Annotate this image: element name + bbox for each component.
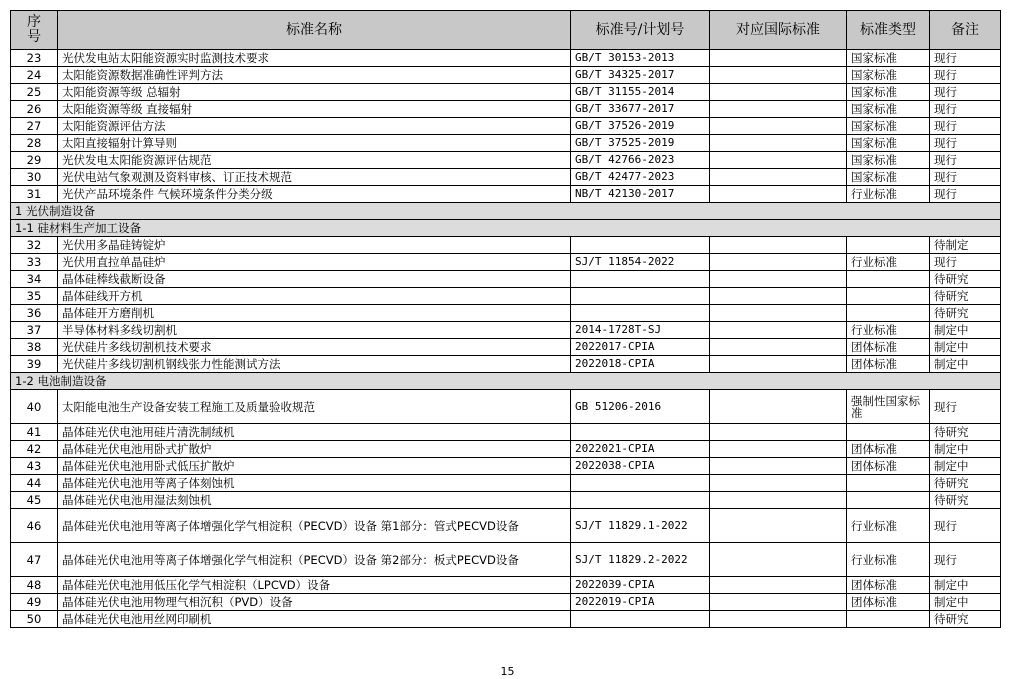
cell-international-standard bbox=[710, 254, 847, 271]
table-row bbox=[11, 594, 1001, 611]
cell-standard-type: 国家标准 bbox=[847, 152, 930, 169]
cell-remarks: 待研究 bbox=[930, 475, 1001, 492]
cell-standard-code: SJ/T 11854-2022 bbox=[571, 254, 710, 271]
table-row bbox=[11, 237, 1001, 254]
cell-standard-name: 光伏硅片多线切割机技术要求 bbox=[58, 339, 571, 356]
cell-standard-type bbox=[847, 424, 930, 441]
cell-serial-no: 23 bbox=[11, 50, 58, 67]
cell-international-standard bbox=[710, 84, 847, 101]
cell-standard-code: 2022038-CPIA bbox=[571, 458, 710, 475]
cell-remarks: 制定中 bbox=[930, 339, 1001, 356]
header-serial-no: 序 号 bbox=[11, 11, 58, 50]
header-international-standard: 对应国际标准 bbox=[710, 11, 847, 50]
cell-international-standard bbox=[710, 356, 847, 373]
cell-standard-type: 国家标准 bbox=[847, 118, 930, 135]
cell-international-standard bbox=[710, 271, 847, 288]
cell-standard-name: 光伏电站气象观测及资料审核、订正技术规范 bbox=[58, 169, 571, 186]
cell-standard-type: 国家标准 bbox=[847, 169, 930, 186]
cell-serial-no: 37 bbox=[11, 322, 58, 339]
cell-standard-code: 2022039-CPIA bbox=[571, 577, 710, 594]
cell-standard-name: 晶体硅开方磨削机 bbox=[58, 305, 571, 322]
cell-standard-code: GB/T 37525-2019 bbox=[571, 135, 710, 152]
table-row bbox=[11, 271, 1001, 288]
table-row bbox=[11, 390, 1001, 424]
table-row bbox=[11, 67, 1001, 84]
table-row bbox=[11, 475, 1001, 492]
table-row bbox=[11, 322, 1001, 339]
cell-standard-type bbox=[847, 305, 930, 322]
cell-serial-no: 30 bbox=[11, 169, 58, 186]
cell-serial-no: 33 bbox=[11, 254, 58, 271]
cell-serial-no: 46 bbox=[11, 509, 58, 543]
cell-standard-type bbox=[847, 237, 930, 254]
cell-remarks: 现行 bbox=[930, 67, 1001, 84]
cell-remarks: 待研究 bbox=[930, 611, 1001, 628]
cell-serial-no: 47 bbox=[11, 543, 58, 577]
cell-standard-type: 团体标准 bbox=[847, 441, 930, 458]
cell-international-standard bbox=[710, 322, 847, 339]
cell-standard-name: 光伏用多晶硅铸锭炉 bbox=[58, 237, 571, 254]
cell-standard-type: 行业标准 bbox=[847, 543, 930, 577]
cell-remarks: 制定中 bbox=[930, 356, 1001, 373]
cell-standard-code bbox=[571, 475, 710, 492]
cell-standard-code bbox=[571, 288, 710, 305]
cell-standard-code bbox=[571, 424, 710, 441]
cell-standard-code bbox=[571, 305, 710, 322]
section-title: 1-1 硅材料生产加工设备 bbox=[11, 220, 1001, 237]
cell-remarks: 现行 bbox=[930, 186, 1001, 203]
cell-international-standard bbox=[710, 288, 847, 305]
cell-international-standard bbox=[710, 594, 847, 611]
table-row bbox=[11, 577, 1001, 594]
cell-remarks: 现行 bbox=[930, 543, 1001, 577]
cell-international-standard bbox=[710, 118, 847, 135]
cell-serial-no: 41 bbox=[11, 424, 58, 441]
table-header-row bbox=[11, 11, 1001, 50]
cell-standard-type bbox=[847, 492, 930, 509]
cell-serial-no: 28 bbox=[11, 135, 58, 152]
cell-remarks: 现行 bbox=[930, 101, 1001, 118]
cell-standard-name: 晶体硅光伏电池用硅片清洗制绒机 bbox=[58, 424, 571, 441]
cell-international-standard bbox=[710, 186, 847, 203]
cell-standard-type: 团体标准 bbox=[847, 577, 930, 594]
cell-serial-no: 31 bbox=[11, 186, 58, 203]
cell-standard-name: 晶体硅棒线截断设备 bbox=[58, 271, 571, 288]
cell-serial-no: 48 bbox=[11, 577, 58, 594]
cell-remarks: 待研究 bbox=[930, 492, 1001, 509]
cell-standard-code: GB/T 30153-2013 bbox=[571, 50, 710, 67]
cell-serial-no: 42 bbox=[11, 441, 58, 458]
table-row bbox=[11, 458, 1001, 475]
cell-standard-name: 半导体材料多线切割机 bbox=[58, 322, 571, 339]
cell-standard-type: 国家标准 bbox=[847, 101, 930, 118]
table-row bbox=[11, 509, 1001, 543]
cell-international-standard bbox=[710, 169, 847, 186]
cell-standard-type: 行业标准 bbox=[847, 322, 930, 339]
cell-standard-code: 2022021-CPIA bbox=[571, 441, 710, 458]
cell-remarks: 待研究 bbox=[930, 305, 1001, 322]
cell-standard-code: GB/T 33677-2017 bbox=[571, 101, 710, 118]
cell-serial-no: 44 bbox=[11, 475, 58, 492]
cell-standard-name: 光伏产品环境条件 气候环境条件分类分级 bbox=[58, 186, 571, 203]
cell-standard-name: 太阳能资源评估方法 bbox=[58, 118, 571, 135]
section-title: 1 光伏制造设备 bbox=[11, 203, 1001, 220]
cell-international-standard bbox=[710, 390, 847, 424]
cell-standard-type: 国家标准 bbox=[847, 84, 930, 101]
page-number: 15 bbox=[500, 665, 515, 678]
cell-standard-name: 光伏发电太阳能资源评估规范 bbox=[58, 152, 571, 169]
cell-serial-no: 27 bbox=[11, 118, 58, 135]
cell-standard-type bbox=[847, 475, 930, 492]
cell-serial-no: 35 bbox=[11, 288, 58, 305]
cell-international-standard bbox=[710, 424, 847, 441]
cell-remarks: 制定中 bbox=[930, 458, 1001, 475]
table-row bbox=[11, 169, 1001, 186]
cell-standard-type: 团体标准 bbox=[847, 356, 930, 373]
cell-standard-name: 晶体硅光伏电池用低压化学气相淀积（LPCVD）设备 bbox=[58, 577, 571, 594]
cell-standard-type bbox=[847, 288, 930, 305]
table-row bbox=[11, 611, 1001, 628]
cell-standard-code: NB/T 42130-2017 bbox=[571, 186, 710, 203]
cell-standard-type bbox=[847, 611, 930, 628]
cell-remarks: 待研究 bbox=[930, 424, 1001, 441]
cell-standard-code bbox=[571, 611, 710, 628]
table-row bbox=[11, 288, 1001, 305]
cell-international-standard bbox=[710, 492, 847, 509]
cell-standard-code: GB 51206-2016 bbox=[571, 390, 710, 424]
cell-standard-code: 2014-1728T-SJ bbox=[571, 322, 710, 339]
cell-standard-name: 光伏硅片多线切割机钢线张力性能测试方法 bbox=[58, 356, 571, 373]
cell-standard-name: 光伏发电站太阳能资源实时监测技术要求 bbox=[58, 50, 571, 67]
section-row bbox=[11, 220, 1001, 237]
cell-serial-no: 24 bbox=[11, 67, 58, 84]
cell-standard-name: 太阳直接辐射计算导则 bbox=[58, 135, 571, 152]
cell-remarks: 现行 bbox=[930, 152, 1001, 169]
table-row bbox=[11, 424, 1001, 441]
standards-table bbox=[10, 10, 1001, 628]
table-row bbox=[11, 50, 1001, 67]
cell-standard-code: SJ/T 11829.2-2022 bbox=[571, 543, 710, 577]
cell-international-standard bbox=[710, 577, 847, 594]
cell-remarks: 现行 bbox=[930, 169, 1001, 186]
table-row bbox=[11, 492, 1001, 509]
cell-standard-type: 国家标准 bbox=[847, 135, 930, 152]
cell-remarks: 制定中 bbox=[930, 322, 1001, 339]
cell-remarks: 制定中 bbox=[930, 577, 1001, 594]
cell-remarks: 现行 bbox=[930, 254, 1001, 271]
table-row bbox=[11, 441, 1001, 458]
cell-standard-code bbox=[571, 492, 710, 509]
table-row bbox=[11, 152, 1001, 169]
cell-standard-name: 晶体硅光伏电池用丝网印刷机 bbox=[58, 611, 571, 628]
cell-standard-type: 行业标准 bbox=[847, 186, 930, 203]
section-title: 1-2 电池制造设备 bbox=[11, 373, 1001, 390]
cell-standard-type: 行业标准 bbox=[847, 509, 930, 543]
header-standard-name: 标准名称 bbox=[58, 11, 571, 50]
cell-standard-type: 行业标准 bbox=[847, 254, 930, 271]
section-row bbox=[11, 373, 1001, 390]
cell-standard-code bbox=[571, 237, 710, 254]
table-row bbox=[11, 305, 1001, 322]
cell-remarks: 制定中 bbox=[930, 594, 1001, 611]
cell-standard-type: 国家标准 bbox=[847, 67, 930, 84]
cell-international-standard bbox=[710, 509, 847, 543]
cell-standard-code: SJ/T 11829.1-2022 bbox=[571, 509, 710, 543]
cell-standard-name: 晶体硅光伏电池用等离子体刻蚀机 bbox=[58, 475, 571, 492]
table-row bbox=[11, 118, 1001, 135]
cell-standard-name: 晶体硅光伏电池用物理气相沉积（PVD）设备 bbox=[58, 594, 571, 611]
table-row bbox=[11, 84, 1001, 101]
cell-international-standard bbox=[710, 305, 847, 322]
cell-standard-code: 2022019-CPIA bbox=[571, 594, 710, 611]
cell-standard-name: 晶体硅光伏电池用卧式扩散炉 bbox=[58, 441, 571, 458]
cell-remarks: 待研究 bbox=[930, 288, 1001, 305]
cell-international-standard bbox=[710, 50, 847, 67]
cell-serial-no: 26 bbox=[11, 101, 58, 118]
cell-international-standard bbox=[710, 101, 847, 118]
cell-serial-no: 34 bbox=[11, 271, 58, 288]
cell-remarks: 制定中 bbox=[930, 441, 1001, 458]
cell-serial-no: 29 bbox=[11, 152, 58, 169]
cell-standard-type: 国家标准 bbox=[847, 50, 930, 67]
cell-international-standard bbox=[710, 237, 847, 254]
cell-international-standard bbox=[710, 458, 847, 475]
cell-international-standard bbox=[710, 543, 847, 577]
table-row bbox=[11, 186, 1001, 203]
cell-standard-name: 晶体硅光伏电池用卧式低压扩散炉 bbox=[58, 458, 571, 475]
table-row bbox=[11, 101, 1001, 118]
cell-standard-name: 太阳能资源数据准确性评判方法 bbox=[58, 67, 571, 84]
cell-standard-code: 2022017-CPIA bbox=[571, 339, 710, 356]
cell-standard-name: 晶体硅线开方机 bbox=[58, 288, 571, 305]
cell-standard-type: 强制性国家标准 bbox=[847, 390, 930, 424]
cell-international-standard bbox=[710, 475, 847, 492]
cell-standard-type bbox=[847, 271, 930, 288]
cell-standard-code: GB/T 31155-2014 bbox=[571, 84, 710, 101]
cell-international-standard bbox=[710, 135, 847, 152]
cell-remarks: 待研究 bbox=[930, 271, 1001, 288]
cell-remarks: 现行 bbox=[930, 84, 1001, 101]
cell-remarks: 现行 bbox=[930, 135, 1001, 152]
cell-serial-no: 38 bbox=[11, 339, 58, 356]
cell-serial-no: 32 bbox=[11, 237, 58, 254]
header-standard-code: 标准号/计划号 bbox=[571, 11, 710, 50]
cell-international-standard bbox=[710, 152, 847, 169]
cell-standard-code: GB/T 37526-2019 bbox=[571, 118, 710, 135]
table-row bbox=[11, 543, 1001, 577]
cell-standard-code: 2022018-CPIA bbox=[571, 356, 710, 373]
cell-serial-no: 39 bbox=[11, 356, 58, 373]
cell-serial-no: 25 bbox=[11, 84, 58, 101]
table-row bbox=[11, 135, 1001, 152]
cell-serial-no: 50 bbox=[11, 611, 58, 628]
cell-international-standard bbox=[710, 611, 847, 628]
header-standard-type: 标准类型 bbox=[847, 11, 930, 50]
cell-serial-no: 40 bbox=[11, 390, 58, 424]
cell-standard-type: 团体标准 bbox=[847, 594, 930, 611]
cell-international-standard bbox=[710, 441, 847, 458]
cell-standard-type: 团体标准 bbox=[847, 339, 930, 356]
cell-serial-no: 43 bbox=[11, 458, 58, 475]
cell-serial-no: 36 bbox=[11, 305, 58, 322]
cell-standard-code bbox=[571, 271, 710, 288]
table-row bbox=[11, 254, 1001, 271]
cell-serial-no: 45 bbox=[11, 492, 58, 509]
table-row bbox=[11, 339, 1001, 356]
cell-standard-name: 太阳能资源等级 直接辐射 bbox=[58, 101, 571, 118]
cell-international-standard bbox=[710, 67, 847, 84]
section-row bbox=[11, 203, 1001, 220]
cell-standard-name: 晶体硅光伏电池用湿法刻蚀机 bbox=[58, 492, 571, 509]
cell-standard-name: 太阳能资源等级 总辐射 bbox=[58, 84, 571, 101]
cell-remarks: 待制定 bbox=[930, 237, 1001, 254]
cell-remarks: 现行 bbox=[930, 50, 1001, 67]
cell-remarks: 现行 bbox=[930, 118, 1001, 135]
cell-standard-name: 晶体硅光伏电池用等离子体增强化学气相淀积（PECVD）设备 第1部分：管式PECVD设备 bbox=[58, 509, 571, 543]
cell-standard-code: GB/T 34325-2017 bbox=[571, 67, 710, 84]
table-row bbox=[11, 356, 1001, 373]
cell-standard-name: 太阳能电池生产设备安装工程施工及质量验收规范 bbox=[58, 390, 571, 424]
cell-standard-name: 光伏用直拉单晶硅炉 bbox=[58, 254, 571, 271]
cell-remarks: 现行 bbox=[930, 390, 1001, 424]
cell-standard-code: GB/T 42477-2023 bbox=[571, 169, 710, 186]
cell-international-standard bbox=[710, 339, 847, 356]
table-body bbox=[11, 50, 1001, 628]
cell-serial-no: 49 bbox=[11, 594, 58, 611]
cell-standard-type: 团体标准 bbox=[847, 458, 930, 475]
cell-standard-code: GB/T 42766-2023 bbox=[571, 152, 710, 169]
cell-remarks: 现行 bbox=[930, 509, 1001, 543]
cell-standard-name: 晶体硅光伏电池用等离子体增强化学气相淀积（PECVD）设备 第2部分：板式PECVD设备 bbox=[58, 543, 571, 577]
header-remarks: 备注 bbox=[930, 11, 1001, 50]
